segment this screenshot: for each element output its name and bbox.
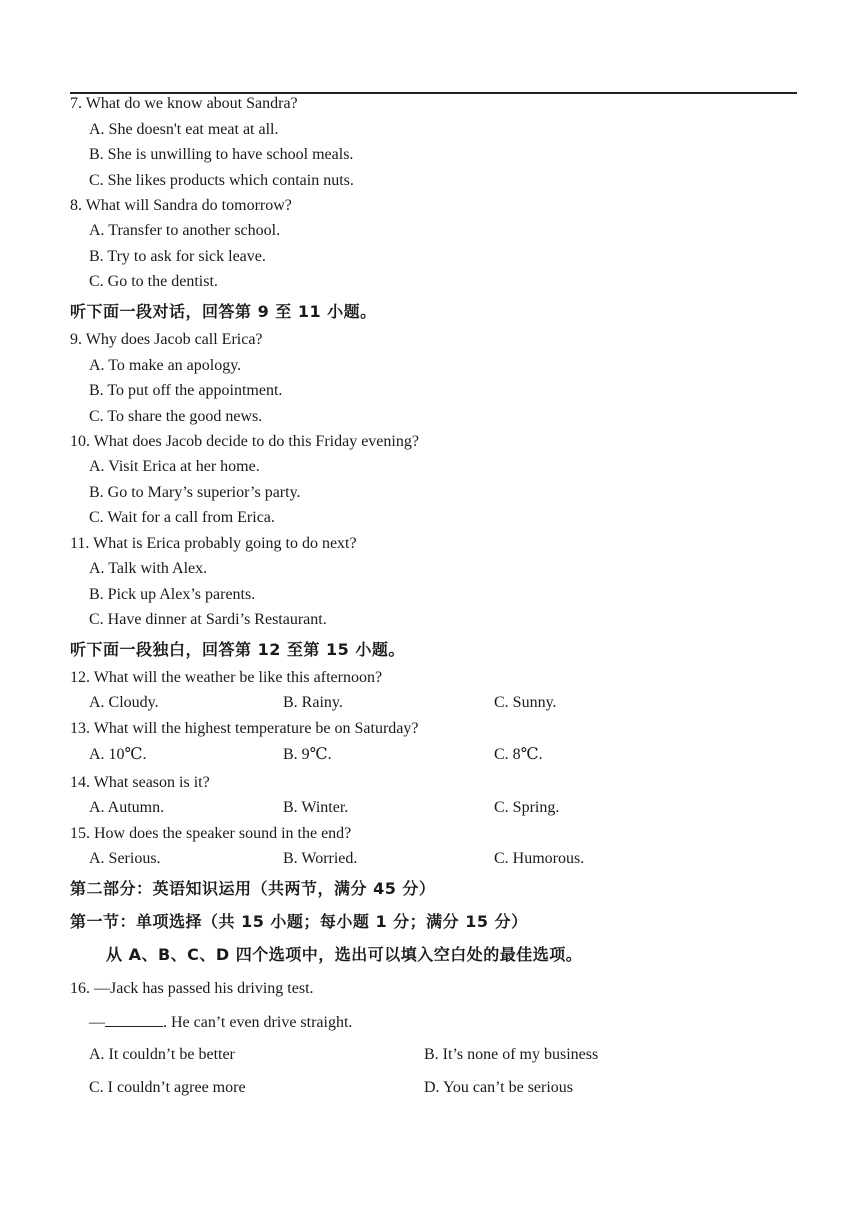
part-2-title: 第二部分：英语知识运用（共两节，满分 45 分） — [70, 879, 436, 898]
question-14-option-c: C. Spring. — [494, 799, 560, 816]
question-14-option-a: A. Autumn. — [89, 799, 165, 816]
question-8-stem: 8. What will Sandra do tomorrow? — [70, 197, 292, 214]
question-9-option-b: B. To put off the appointment. — [89, 382, 283, 399]
question-12-stem: 12. What will the weather be like this afternoon? — [70, 669, 383, 686]
question-14-option-b: B. Winter. — [283, 799, 349, 816]
question-12-option-b: B. Rainy. — [283, 694, 343, 711]
question-14-stem: 14. What season is it? — [70, 774, 210, 791]
question-16-dash: — — [89, 1014, 105, 1031]
question-13-option-a: A. 10℃. — [89, 746, 147, 763]
question-11-option-b: B. Pick up Alex’s parents. — [89, 586, 256, 603]
question-16-reply-text: . He can’t even drive straight. — [163, 1014, 353, 1031]
question-15-option-c: C. Humorous. — [494, 850, 585, 867]
question-9-option-c: C. To share the good news. — [89, 408, 263, 425]
question-7-stem: 7. What do we know about Sandra? — [70, 95, 298, 112]
question-16-reply — [89, 1012, 352, 1033]
question-13-option-c: C. 8℃. — [494, 746, 543, 763]
question-9-option-a: A. To make an apology. — [89, 357, 242, 374]
question-10-option-b: B. Go to Mary’s superior’s party. — [89, 484, 301, 501]
question-16-option-c: C. I couldn’t agree more — [89, 1079, 246, 1096]
question-10-option-c: C. Wait for a call from Erica. — [89, 509, 275, 526]
question-8-option-c: C. Go to the dentist. — [89, 273, 218, 290]
question-16-option-b: B. It’s none of my business — [424, 1046, 599, 1063]
question-7-option-a: A. She doesn't eat meat at all. — [89, 121, 279, 138]
question-8-option-b: B. Try to ask for sick leave. — [89, 248, 266, 265]
question-15-option-b: B. Worried. — [283, 850, 358, 867]
question-15-stem: 15. How does the speaker sound in the end? — [70, 825, 352, 842]
section-heading-12-15: 听下面一段独白，回答第 12 至第 15 小题。 — [70, 640, 405, 659]
question-13-option-b: B. 9℃. — [283, 746, 332, 763]
question-7-option-c: C. She likes products which contain nuts. — [89, 172, 354, 189]
answer-blank — [105, 1012, 163, 1027]
section-heading-9-11: 听下面一段对话，回答第 9 至 11 小题。 — [70, 302, 377, 321]
section-1-title: 第一节：单项选择（共 15 小题；每小题 1 分；满分 15 分） — [70, 912, 528, 931]
question-10-option-a: A. Visit Erica at her home. — [89, 458, 260, 475]
question-15-option-a: A. Serious. — [89, 850, 161, 867]
question-7-option-b: B. She is unwilling to have school meals. — [89, 146, 354, 163]
question-12-option-a: A. Cloudy. — [89, 694, 159, 711]
question-16-option-a: A. It couldn’t be better — [89, 1046, 235, 1063]
section-1-instruction: 从 A、B、C、D 四个选项中，选出可以填入空白处的最佳选项。 — [106, 945, 583, 964]
question-13-stem: 13. What will the highest temperature be on Saturday? — [70, 720, 419, 737]
question-16-option-d: D. You can’t be serious — [424, 1079, 574, 1096]
question-11-option-c: C. Have dinner at Sardi’s Restaurant. — [89, 611, 327, 628]
question-11-option-a: A. Talk with Alex. — [89, 560, 208, 577]
question-11-stem: 11. What is Erica probably going to do next? — [70, 535, 357, 552]
question-9-stem: 9. Why does Jacob call Erica? — [70, 331, 263, 348]
question-10-stem: 10. What does Jacob decide to do this Friday evening? — [70, 433, 419, 450]
question-16-stem: 16. —Jack has passed his driving test. — [70, 980, 314, 997]
question-8-option-a: A. Transfer to another school. — [89, 222, 281, 239]
question-12-option-c: C. Sunny. — [494, 694, 557, 711]
